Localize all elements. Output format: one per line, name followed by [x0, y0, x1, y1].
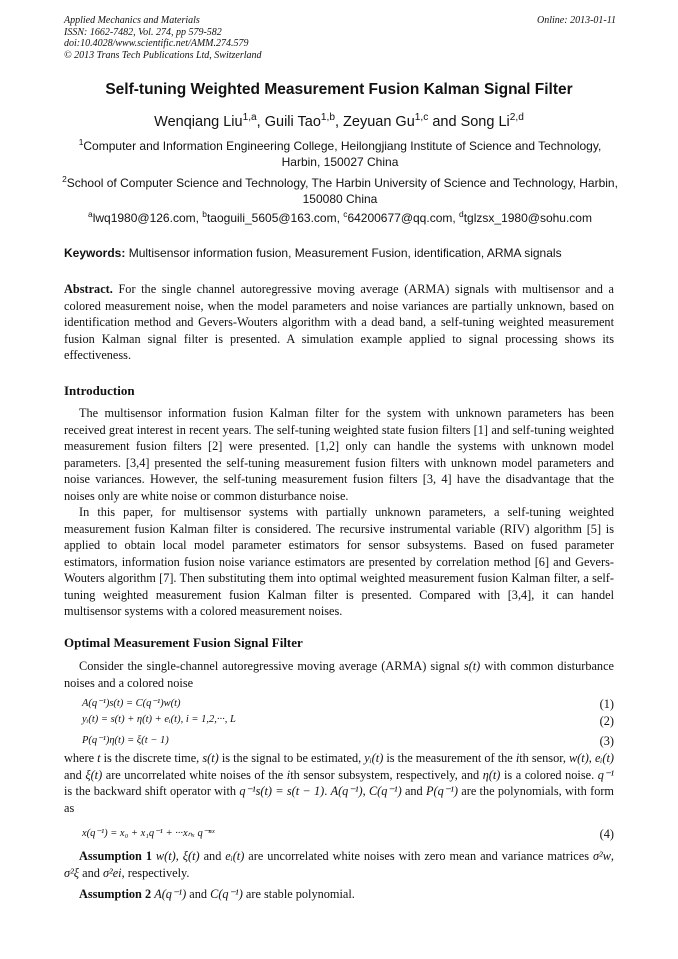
math-inline: i: [286, 767, 291, 782]
text-run: , respectively.: [121, 865, 190, 880]
equation-body: P(q⁻¹)η(t) = ξ(t − 1): [82, 735, 169, 746]
journal-issn: ISSN: 1662-7482, Vol. 274, pp 579-582: [64, 26, 222, 38]
assumption-1: Assumption 1 w(t), ξ(t) and eᵢ(t) are uncorrelated white noises with zero mean and variance matrices σ²w, σ²ξ and σ²ei, respectively.: [64, 849, 614, 880]
author-sup: 1,b: [320, 112, 335, 124]
text-run: Consider the single-channel autoregressive moving average (ARMA) signal: [79, 659, 460, 673]
email-address: lwq1980@126.com,: [92, 211, 199, 225]
math-inline: eᵢ(t): [594, 751, 614, 765]
math-inline: q⁻¹s(t) = s(t − 1): [239, 784, 325, 798]
equation-number: (4): [599, 827, 614, 841]
section-heading-introduction: Introduction: [64, 383, 135, 398]
intro-paragraph-1: The multisensor information fusion Kalman filter for the system with unknown parameters has been received great interest in recent years. The self-tuning weighted state fusion filters [1] and self-tuning weighted measurement fusion filters [2] were presented. [1,2] only can handle the systems with unknown model parameters. [3,4] presented the self-tuning measurement fusion filters with unknown model parameters and noise variances. However, the self-tuning measurement fusion filters [3, 4] have the disadvantage that the noises only are white noise or common disturbance noise.: [64, 406, 614, 503]
assumption-label: Assumption 2: [79, 887, 152, 901]
where-paragraph: where t is the discrete time, s(t) is the signal to be estimated, yᵢ(t) is the measurement of the ith sensor, w(t), eᵢ(t) and ξ(t) are uncorrelated white noises of the ith sensor subsystem, respectively, and η(t) is a colored noise. q⁻¹ is the backward shift operator with q⁻¹s(t) = s(t − 1). A(q⁻¹), C(q⁻¹) and P(q⁻¹) are the polynomials, with form as: [64, 751, 615, 815]
math-inline: A(q⁻¹): [330, 784, 363, 798]
intro-paragraph-2: In this paper, for multisensor systems with partially unknown parameters, a self-tuning weighted measurement fusion Kalman filter is considered. The recursive instrumental variable (RIV) algorithm [5] is applied to obtain local model parameter estimators for sensor subsystems. Based on fused parameter estimators, information fusion noise variance estimators are presented by correlation method [6] and Gevers-Wouters algorithm [7]. Then substituting them into optimal weighted measurement fusion Kalman filter, a self-tuning weighted measurement fusion Kalman filter is presented. Compared with [3,4], it can handel multisensor systems with a colored measurement noises.: [64, 505, 614, 618]
equation-4: [82, 827, 614, 839]
text-run: with common disturbance noises and a colored noise: [64, 659, 614, 690]
journal-header: [64, 15, 262, 61]
affiliation-sup: 1: [78, 137, 84, 147]
abstract-text: For the single channel autoregressive moving average (ARMA) signals with multisensor and a colored measurement noise, when the model parameters and noise variances are partially unknown, based on identification method and Gevers-Wouters algorithm with a dead band, a self-tuning weighted measurement fusion Kalman signal filter is presented. A simulation example applied to signal processing shows its effectiveness.: [64, 282, 614, 362]
equation-number: (2): [599, 714, 614, 728]
text-run: are stable polynomial.: [245, 887, 355, 901]
email-address: taoguili_5605@163.com,: [206, 211, 340, 225]
equation-2: [82, 714, 614, 728]
email-list: [62, 210, 618, 226]
abstract-label: Abstract.: [64, 282, 113, 296]
optimal-paragraph-1: [64, 658, 614, 691]
equation-3: [82, 734, 614, 746]
author-list: Wenqiang Liu$^{1,a}$, Guili Tao$^{1,b}$, Zeyuan Gu$^{1,c}$ and Song Li$^{2,d}$: [154, 112, 524, 130]
section-heading-optimal: Optimal Measurement Fusion Signal Filter: [64, 635, 303, 650]
equation-number: (3): [599, 734, 614, 748]
math-inline: s(t): [463, 659, 481, 673]
affiliation-1: [62, 138, 618, 170]
math-inline: A(q⁻¹): [154, 887, 187, 901]
equation-body: A(q⁻¹)s(t) = C(q⁻¹)w(t): [82, 698, 181, 709]
math-inline: t: [97, 751, 101, 765]
math-inline: σ²w: [592, 849, 611, 863]
author-name: Zeyuan Gu: [343, 114, 415, 130]
math-inline: σ²ei: [102, 865, 122, 880]
journal-name: Applied Mechanics and Materials: [64, 15, 200, 26]
keywords-text: Multisensor information fusion, Measurement Fusion, identification, ARMA signals: [128, 246, 562, 260]
affiliation-2: [62, 175, 618, 207]
math-inline: C(q⁻¹): [210, 887, 243, 901]
email-address: 64200677@qq.com,: [347, 211, 456, 225]
math-inline: q⁻¹: [597, 767, 615, 782]
math-inline: w(t): [155, 849, 176, 863]
author-name: Guili Tao: [264, 114, 321, 130]
math-inline: i: [515, 751, 520, 765]
email-sup: b: [202, 209, 207, 219]
affiliation-sup: 2: [62, 174, 67, 184]
author-conjunction: and: [432, 114, 457, 130]
math-inline: η(t): [482, 767, 501, 782]
author-name: Wenqiang Liu: [154, 114, 243, 130]
math-inline: ξ(t): [182, 849, 200, 863]
abstract: [64, 281, 614, 364]
math-inline: s(t): [202, 751, 219, 765]
text-run: are uncorrelated white noises with zero mean and variance matrices: [248, 849, 590, 863]
affiliation-text: Computer and Information Engineering College, Heilongjiang Institute of Science and Technology, Harbin, 150027 China: [83, 139, 602, 169]
keywords: [64, 246, 562, 260]
math-inline: C(q⁻¹): [368, 784, 402, 798]
journal-doi: doi:10.4028/www.scientific.net/AMM.274.579: [64, 38, 249, 49]
email-sup: c: [343, 209, 348, 219]
keywords-label: Keywords:: [64, 246, 126, 260]
equation-1: [82, 697, 614, 709]
math-inline: w(t): [568, 751, 589, 765]
author-name: Song Li: [460, 114, 510, 130]
email-sup: a: [88, 209, 93, 219]
math-inline: σ²ξ: [64, 865, 80, 880]
email-address: tglzsx_1980@sohu.com: [463, 211, 592, 225]
math-inline: ξ(t): [85, 767, 103, 782]
assumption-2: Assumption 2 A(q⁻¹) and C(q⁻¹) are stable polynomial.: [79, 887, 355, 901]
equation-body: yᵢ(t) = s(t) + η(t) + eᵢ(t), i = 1,2,···, L: [82, 714, 236, 725]
assumption-label: Assumption 1: [79, 849, 152, 863]
math-inline: P(q⁻¹): [425, 784, 458, 798]
author-sup: 2,d: [509, 112, 524, 124]
affiliation-text: School of Computer Science and Technology, The Harbin University of Science and Technology, Harbin, 150080 China: [66, 176, 618, 206]
email-sup: d: [459, 209, 464, 219]
math-inline: eᵢ(t): [225, 849, 245, 863]
author-sup: 1,a: [242, 112, 257, 124]
math-inline: yᵢ(t): [364, 751, 384, 765]
author-sup: 1,c: [414, 112, 429, 124]
equation-body: x(q⁻¹) = x₀ + x₁q⁻¹ + ···xₙₓ q⁻ⁿˣ: [82, 828, 215, 839]
paper-title: Self-tuning Weighted Measurement Fusion Kalman Signal Filter: [105, 81, 573, 98]
journal-copyright: © 2013 Trans Tech Publications Ltd, Switzerland: [64, 49, 262, 61]
online-date: Online: 2013-01-11: [537, 15, 616, 26]
equation-number: (1): [599, 697, 614, 711]
